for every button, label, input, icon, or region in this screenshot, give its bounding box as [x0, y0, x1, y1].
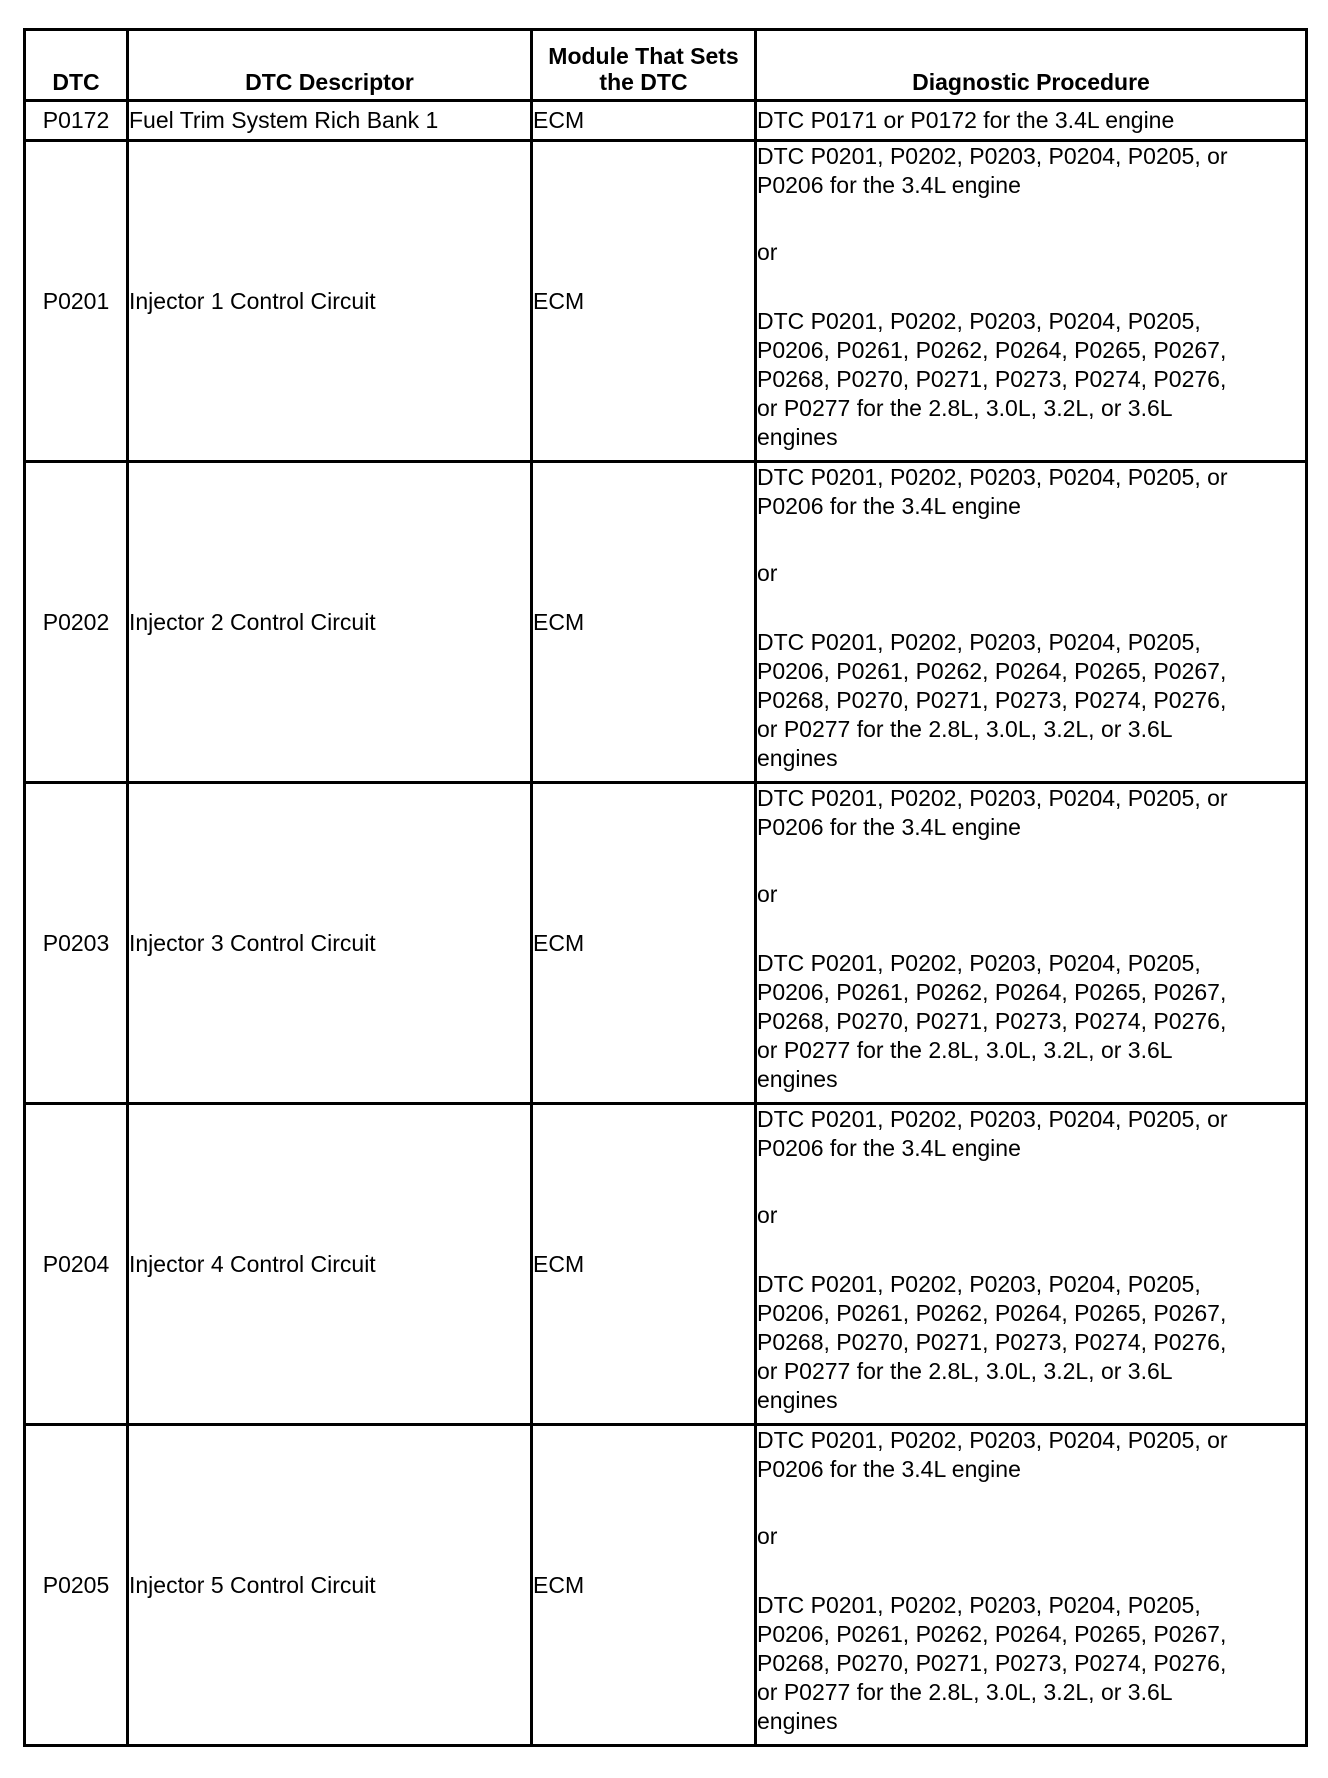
procedure-or: or [757, 560, 778, 586]
procedure-or: or [757, 239, 778, 265]
procedure-text-other-engines: DTC P0201, P0202, P0203, P0204, P0205, P0206, P0261, P0262, P0264, P0265, P0267, P0268, P0270, P0271, P0273, P0274, P0276, or P0277 for the 2.8L, 3.0L, 3.2L, or 3.6L engines [757, 1592, 1227, 1734]
dtc-descriptor-cell: Injector 3 Control Circuit [128, 783, 532, 1104]
dtc-descriptor-cell: Fuel Trim System Rich Bank 1 [128, 101, 532, 141]
header-dtc-descriptor: DTC Descriptor [128, 30, 532, 101]
procedure-cell [756, 783, 1307, 1104]
table-header-row [25, 30, 1307, 101]
procedure-text-3-4l: DTC P0201, P0202, P0203, P0204, P0205, or P0206 for the 3.4L engine [757, 464, 1228, 519]
table-row [25, 101, 1307, 141]
dtc-descriptor-cell: Injector 1 Control Circuit [128, 141, 532, 462]
table-row [25, 1425, 1307, 1746]
procedure-text-3-4l: DTC P0201, P0202, P0203, P0204, P0205, or P0206 for the 3.4L engine [757, 1106, 1228, 1161]
procedure-text-other-engines: DTC P0201, P0202, P0203, P0204, P0205, P0206, P0261, P0262, P0264, P0265, P0267, P0268, P0270, P0271, P0273, P0274, P0276, or P0277 for the 2.8L, 3.0L, 3.2L, or 3.6L engines [757, 1271, 1227, 1413]
dtc-code-cell: P0202 [25, 462, 128, 783]
procedure-cell [756, 141, 1307, 462]
module-cell: ECM [532, 1425, 756, 1746]
dtc-code-cell: P0201 [25, 141, 128, 462]
module-cell: ECM [532, 783, 756, 1104]
module-cell: ECM [532, 1104, 756, 1425]
procedure-cell [756, 1104, 1307, 1425]
module-cell: ECM [532, 101, 756, 141]
header-diagnostic-procedure: Diagnostic Procedure [756, 30, 1307, 101]
procedure-text-other-engines: DTC P0201, P0202, P0203, P0204, P0205, P0206, P0261, P0262, P0264, P0265, P0267, P0268, P0270, P0271, P0273, P0274, P0276, or P0277 for the 2.8L, 3.0L, 3.2L, or 3.6L engines [757, 629, 1227, 771]
header-module: Module That Sets the DTC [532, 30, 756, 101]
procedure-text-3-4l: DTC P0201, P0202, P0203, P0204, P0205, or P0206 for the 3.4L engine [757, 1427, 1228, 1482]
dtc-descriptor-cell: Injector 4 Control Circuit [128, 1104, 532, 1425]
dtc-code-cell: P0172 [25, 101, 128, 141]
procedure-cell [756, 101, 1307, 141]
dtc-code-cell: P0204 [25, 1104, 128, 1425]
module-cell: ECM [532, 462, 756, 783]
procedure-text-other-engines: DTC P0201, P0202, P0203, P0204, P0205, P0206, P0261, P0262, P0264, P0265, P0267, P0268, P0270, P0271, P0273, P0274, P0276, or P0277 for the 2.8L, 3.0L, 3.2L, or 3.6L engines [757, 950, 1227, 1092]
dtc-code-cell: P0203 [25, 783, 128, 1104]
dtc-document-page [23, 28, 1305, 1747]
procedure-or: or [757, 881, 778, 907]
procedure-cell [756, 1425, 1307, 1746]
procedure-or: or [757, 1523, 778, 1549]
procedure-text-3-4l: DTC P0201, P0202, P0203, P0204, P0205, or P0206 for the 3.4L engine [757, 785, 1228, 840]
procedure-text-other-engines: DTC P0201, P0202, P0203, P0204, P0205, P0206, P0261, P0262, P0264, P0265, P0267, P0268, P0270, P0271, P0273, P0274, P0276, or P0277 for the 2.8L, 3.0L, 3.2L, or 3.6L engines [757, 308, 1227, 450]
table-row [25, 783, 1307, 1104]
dtc-table [23, 28, 1308, 1747]
procedure-text: DTC P0171 or P0172 for the 3.4L engine [757, 107, 1175, 133]
dtc-descriptor-cell: Injector 2 Control Circuit [128, 462, 532, 783]
table-row [25, 1104, 1307, 1425]
procedure-text-3-4l: DTC P0201, P0202, P0203, P0204, P0205, or P0206 for the 3.4L engine [757, 143, 1228, 198]
procedure-or: or [757, 1202, 778, 1228]
module-cell: ECM [532, 141, 756, 462]
dtc-code-cell: P0205 [25, 1425, 128, 1746]
table-row [25, 141, 1307, 462]
procedure-cell [756, 462, 1307, 783]
dtc-descriptor-cell: Injector 5 Control Circuit [128, 1425, 532, 1746]
table-row [25, 462, 1307, 783]
header-dtc: DTC [25, 30, 128, 101]
